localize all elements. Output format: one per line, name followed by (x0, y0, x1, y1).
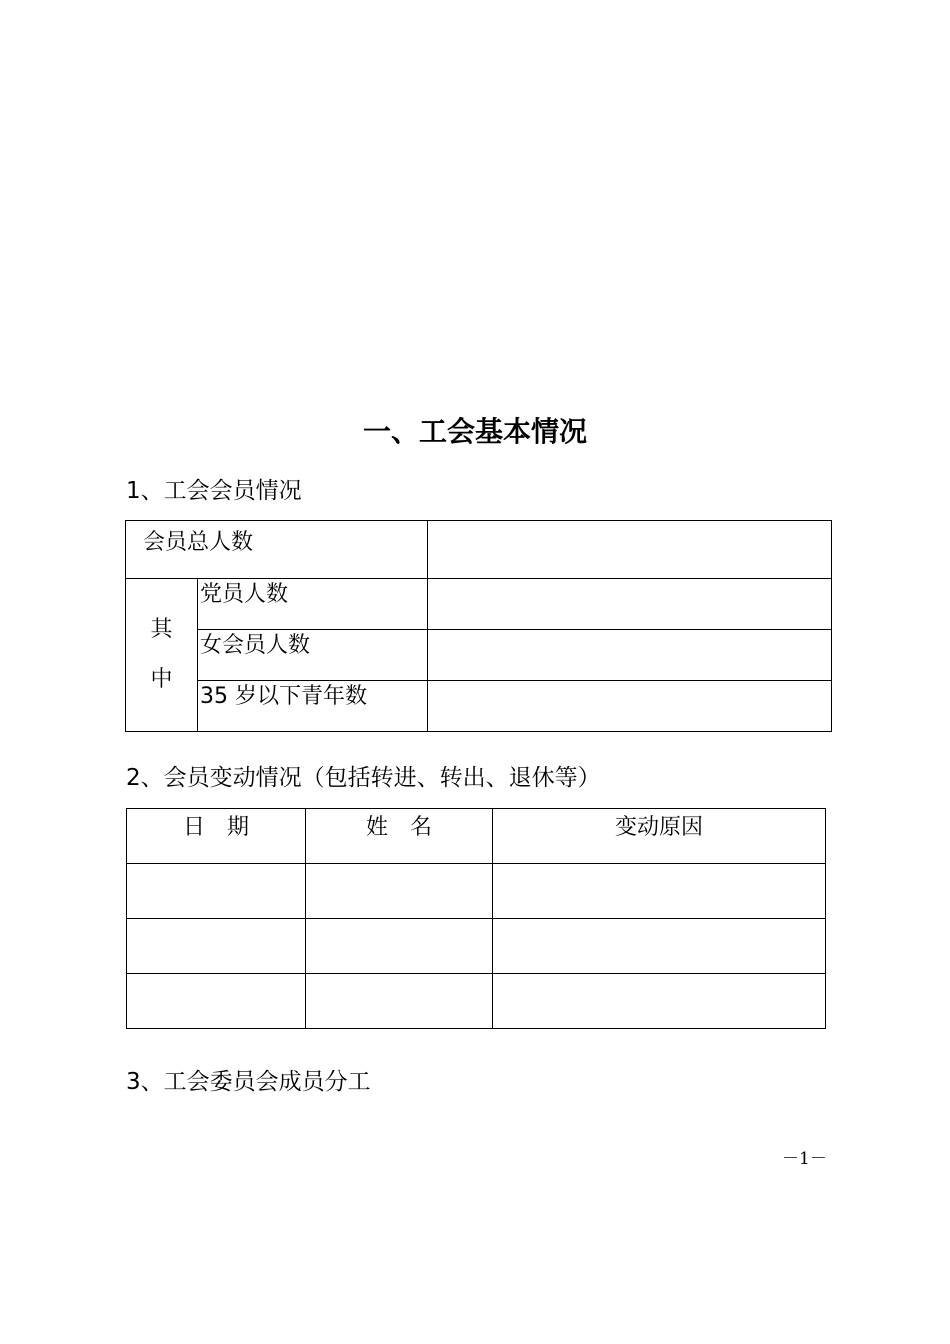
table-row (127, 919, 826, 974)
section-heading-member-changes: 2、会员变动情况（包括转进、转出、退休等） (126, 765, 601, 791)
party-members-label: 党员人数 (198, 579, 428, 630)
member-stats-table (125, 520, 832, 732)
table-cell-reason (493, 864, 826, 919)
section-heading-member-status: 1、工会会员情况 (126, 478, 302, 504)
table-cell-reason (493, 974, 826, 1029)
table-cell-name (306, 974, 493, 1029)
female-members-value (428, 630, 832, 681)
table-cell-name (306, 919, 493, 974)
table-row (126, 681, 832, 732)
page-title: 一、工会基本情况 (362, 415, 587, 448)
column-header-reason: 变动原因 (493, 809, 826, 864)
table-header-row (127, 809, 826, 864)
total-members-value (428, 521, 832, 579)
column-header-name: 姓 名 (306, 809, 493, 864)
member-changes-table (126, 808, 826, 1029)
table-cell-date (127, 864, 306, 919)
youth-members-value (428, 681, 832, 732)
table-cell-name (306, 864, 493, 919)
among-char: 中 (150, 667, 173, 692)
section-heading-committee-roles: 3、工会委员会成员分工 (126, 1069, 371, 1095)
female-members-label: 女会员人数 (198, 630, 428, 681)
table-row (126, 630, 832, 681)
among-label (126, 579, 198, 732)
column-header-date: 日 期 (127, 809, 306, 864)
among-char: 其 (150, 617, 173, 642)
page-number: －1－ (782, 1149, 827, 1169)
table-row (127, 974, 826, 1029)
table-row (126, 579, 832, 630)
table-cell-reason (493, 919, 826, 974)
total-members-label: 会员总人数 (126, 521, 428, 579)
party-members-value (428, 579, 832, 630)
table-row (127, 864, 826, 919)
table-cell-date (127, 974, 306, 1029)
youth-members-label: 35 岁以下青年数 (198, 681, 428, 732)
table-row (126, 521, 832, 579)
table-cell-date (127, 919, 306, 974)
